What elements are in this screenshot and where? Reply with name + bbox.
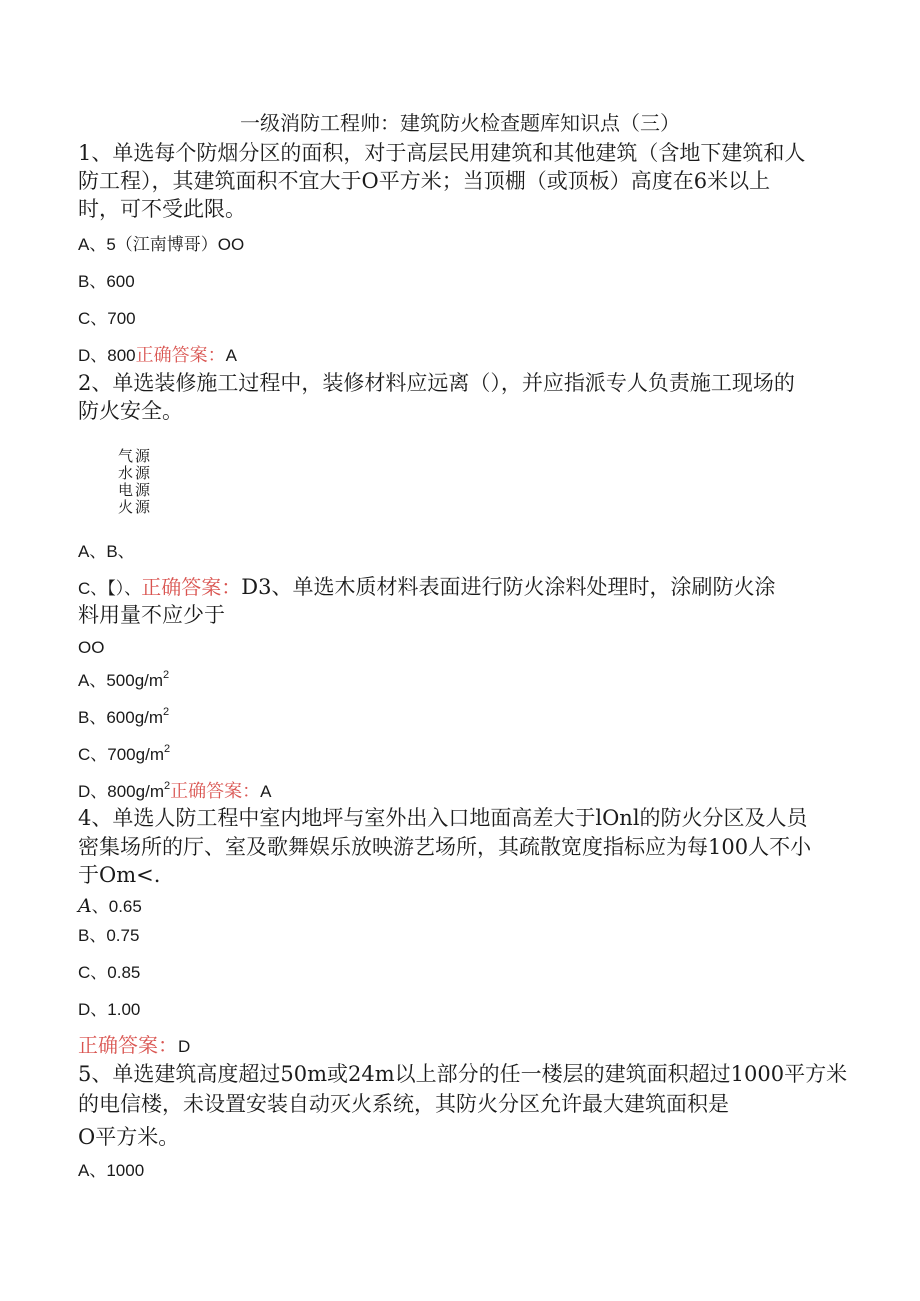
q1-option-b: B、600 [78, 272, 135, 291]
q4-option-d: D、1.00 [78, 1000, 141, 1019]
q1-line-2: 防工程），其建筑面积不宜大于O平方米；当顶棚（或顶板）高度在6米以上 [78, 169, 771, 193]
q4-line-1: 4、单选人防工程中室内地坪与室外出入口地面高差大于lOnl的防火分区及人员 [78, 806, 808, 830]
q5-line-1: 5、单选建筑高度超过50m或24m以上部分的任一楼层的建筑面积超过1000平方米 [78, 1062, 848, 1086]
q3-line-2: 料用量不应少于 [78, 603, 225, 627]
q3-line-3: OO [78, 638, 105, 657]
q4-answer: D [178, 1037, 191, 1056]
q3-option-d: D、800g/m [78, 782, 164, 801]
q1-option-c: C、700 [78, 309, 136, 328]
q4-option-b: B、0.75 [78, 926, 140, 945]
q1-answer: A [225, 346, 237, 365]
q4-answer-label: 正确答案： [78, 1033, 178, 1057]
q2-choice-fire: 火源 [118, 498, 153, 516]
q4-option-c: C、0.85 [78, 963, 141, 982]
q3-option-c-row [78, 742, 170, 768]
q1-option-a: A、5（江南博哥）OO [78, 235, 245, 254]
q4-option-a-row [78, 893, 142, 920]
q1-answer-label: 正确答案： [135, 345, 226, 366]
q3-option-a-row [78, 668, 169, 694]
q5-line-3: O平方米。 [78, 1125, 180, 1149]
q5-option-a: A、1000 [78, 1161, 145, 1180]
q3-option-a: A、500g/m [78, 671, 164, 690]
q2-choice-list [118, 448, 152, 516]
q3-option-a-sup: 2 [163, 669, 170, 681]
q2-option-ab: A、B、 [78, 542, 135, 561]
q4-line-3: 于Om<. [78, 863, 161, 887]
q2-choice-gas: 气源 [118, 447, 153, 465]
q2-line-1: 2、单选装修施工过程中，装修材料应远离（），并应指派专人负责施工现场的 [78, 371, 795, 395]
q1-line-3: 时，可不受此限。 [78, 197, 246, 221]
q2-answer-q3-line-1: D3、单选木质材料表面进行防火涂料处理时，涂刷防火涂 [241, 575, 776, 599]
q3-option-b-sup: 2 [163, 706, 170, 718]
q3-option-c: C、700g/m [78, 745, 164, 764]
q1-option-d-row [78, 343, 237, 369]
q2-option-c-row [78, 574, 775, 602]
q2-option-c: C、【）、 [78, 579, 142, 598]
q4-line-2: 密集场所的厅、室及歌舞娱乐放映游艺场所，其疏散宽度指标应为每100人不小 [78, 835, 812, 859]
q5-line-2: 的电信楼，未设置安装自动灭火系统，其防火分区允许最大建筑面积是 [78, 1092, 729, 1116]
q4-answer-row [78, 1032, 190, 1060]
q3-option-c-sup: 2 [163, 743, 171, 755]
q3-option-d-sup: 2 [163, 780, 171, 792]
q3-option-d-row [78, 779, 271, 805]
q4-option-a: 、0.65 [91, 897, 142, 916]
q3-option-b: B、600g/m [78, 708, 164, 727]
q1-line-1: 1、单选每个防烟分区的面积，对于高层民用建筑和其他建筑（含地下建筑和人 [78, 141, 806, 165]
q3-option-b-row [78, 705, 169, 731]
q2-choice-electric: 电源 [118, 481, 153, 499]
page-title: 一级消防工程帅：建筑防火检查题库知识点（三） [240, 111, 680, 135]
q2-choice-water: 水源 [118, 464, 153, 482]
q4-option-a-letter: A [78, 895, 92, 917]
q3-answer-label: 正确答案： [170, 781, 261, 802]
q1-option-d: D、800 [78, 346, 136, 365]
q2-line-2: 防火安全。 [78, 399, 183, 423]
q3-answer: A [260, 782, 272, 801]
q2-answer-label: 正确答案： [141, 575, 242, 599]
